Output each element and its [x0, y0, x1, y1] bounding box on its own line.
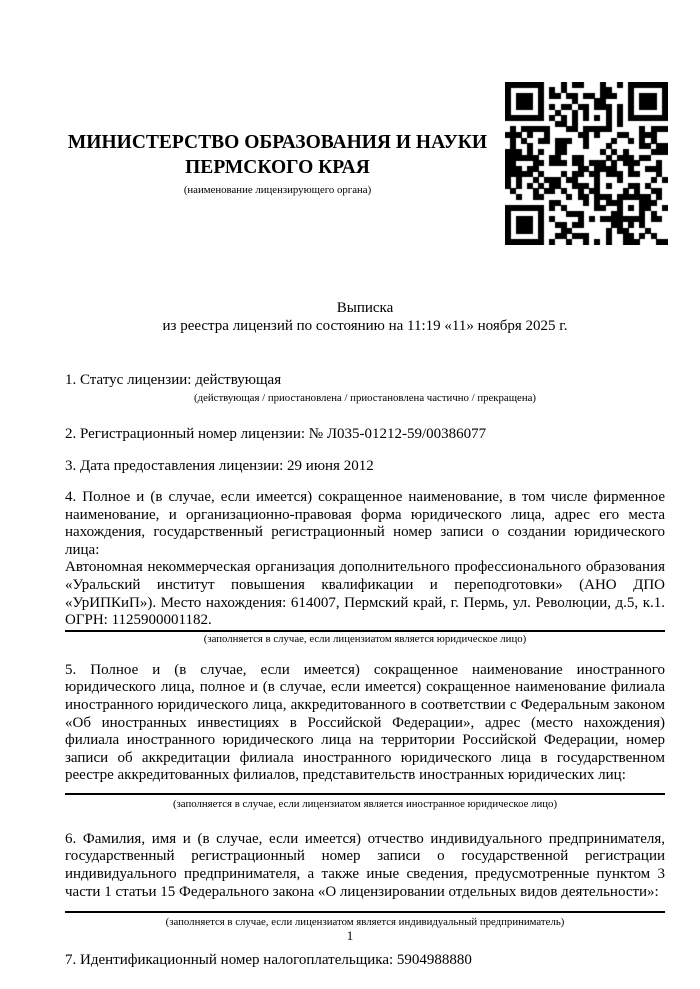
fill-line-individual-entrepreneur — [65, 911, 665, 913]
page-number: 1 — [346, 928, 354, 943]
field-legal-entity-value: Автономная некоммерческая организация дополнительного профессионального образования «Уральский институт повышения квалификации и переподготовки» (АНО ДПО «УрИПКиП»). Место нахождения: 614007, Пермский край, г. Пермь, ул. Революции, д.5, к.1. ОГРН: 1125900001182. — [65, 559, 665, 629]
fill-line-foreign-entity — [65, 793, 665, 795]
field-foreign-entity-text: 5. Полное и (в случае, если имеется) сокращенное наименование иностранного юридического лица, полное и (в случае, если имеется) сокращенное наименование филиала иностранного юридического лица, аккредитованного в соответствии с Федеральным законом «Об иностранных инвестициях в Российской Федерации», адрес (место нахождения) филиала иностранного юридического лица на территории Российской Федерации, номер записи об аккредитации филиала иностранного юридического лица в государственном реестре аккредитованных филиалов, представительств иностранных юридических лиц: — [65, 661, 665, 784]
field-foreign-entity — [65, 662, 665, 811]
field-grant-date — [65, 458, 665, 476]
field-legal-entity — [65, 489, 665, 646]
field-license-status-caption: (действующая / приостановлена / приостановлена частично / прекращена) — [194, 391, 536, 404]
fill-line-legal-entity — [65, 630, 665, 632]
field-license-status-text: 1. Статус лицензии: действующая — [65, 372, 282, 389]
document-title-line2: из реестра лицензий по состоянию на 11:19 «11» ноября 2025 г. — [162, 317, 568, 334]
ministry-header — [45, 130, 510, 197]
ministry-name-line2: ПЕРМСКОГО КРАЯ — [185, 157, 370, 178]
field-foreign-entity-caption: (заполняется в случае, если лицензиатом является иностранное юридическое лицо) — [172, 797, 558, 810]
field-individual-entrepreneur-caption: (заполняется в случае, если лицензиатом является индивидуальный предприниматель) — [165, 916, 565, 929]
qr-code-icon — [505, 82, 668, 245]
field-registration-number-text: 2. Регистрационный номер лицензии: № Л035-01212-59/00386077 — [65, 425, 487, 442]
field-taxpayer-number-text: 7. Идентификационный номер налогоплательщика: 5904988880 — [65, 952, 472, 969]
field-taxpayer-number — [65, 952, 665, 970]
ministry-name-line1: МИНИСТЕРСТВО ОБРАЗОВАНИЯ И НАУКИ — [67, 132, 488, 153]
field-individual-entrepreneur — [65, 831, 665, 929]
field-license-status — [65, 372, 665, 405]
field-registration-number — [65, 426, 665, 444]
document-body — [65, 300, 665, 970]
document-title-line1: Выписка — [336, 300, 394, 316]
field-legal-entity-caption: (заполняется в случае, если лицензиатом является юридическое лицо) — [203, 632, 527, 645]
ministry-header-caption: (наименование лицензирующего органа) — [183, 184, 372, 196]
field-individual-entrepreneur-text: 6. Фамилия, имя и (в случае, если имеется) отчество индивидуального предпринимателя, государственный регистрационный номер записи о государственной регистрации индивидуального предпринимателя, а также иные сведения, предусмотренные пунктом 3 части 1 статьи 15 Федерального закона «О лицензировании отдельных видов деятельности»: — [65, 830, 665, 900]
field-grant-date-text: 3. Дата предоставления лицензии: 29 июня 2012 — [65, 458, 374, 475]
document-title — [65, 300, 665, 335]
field-legal-entity-text: 4. Полное и (в случае, если имеется) сокращенное наименование, в том числе фирменное наименование, и организационно-правовая форма юридического лица, адрес его места нахождения, государственный регистрационный номер записи о создании юридического лица: — [65, 488, 665, 558]
